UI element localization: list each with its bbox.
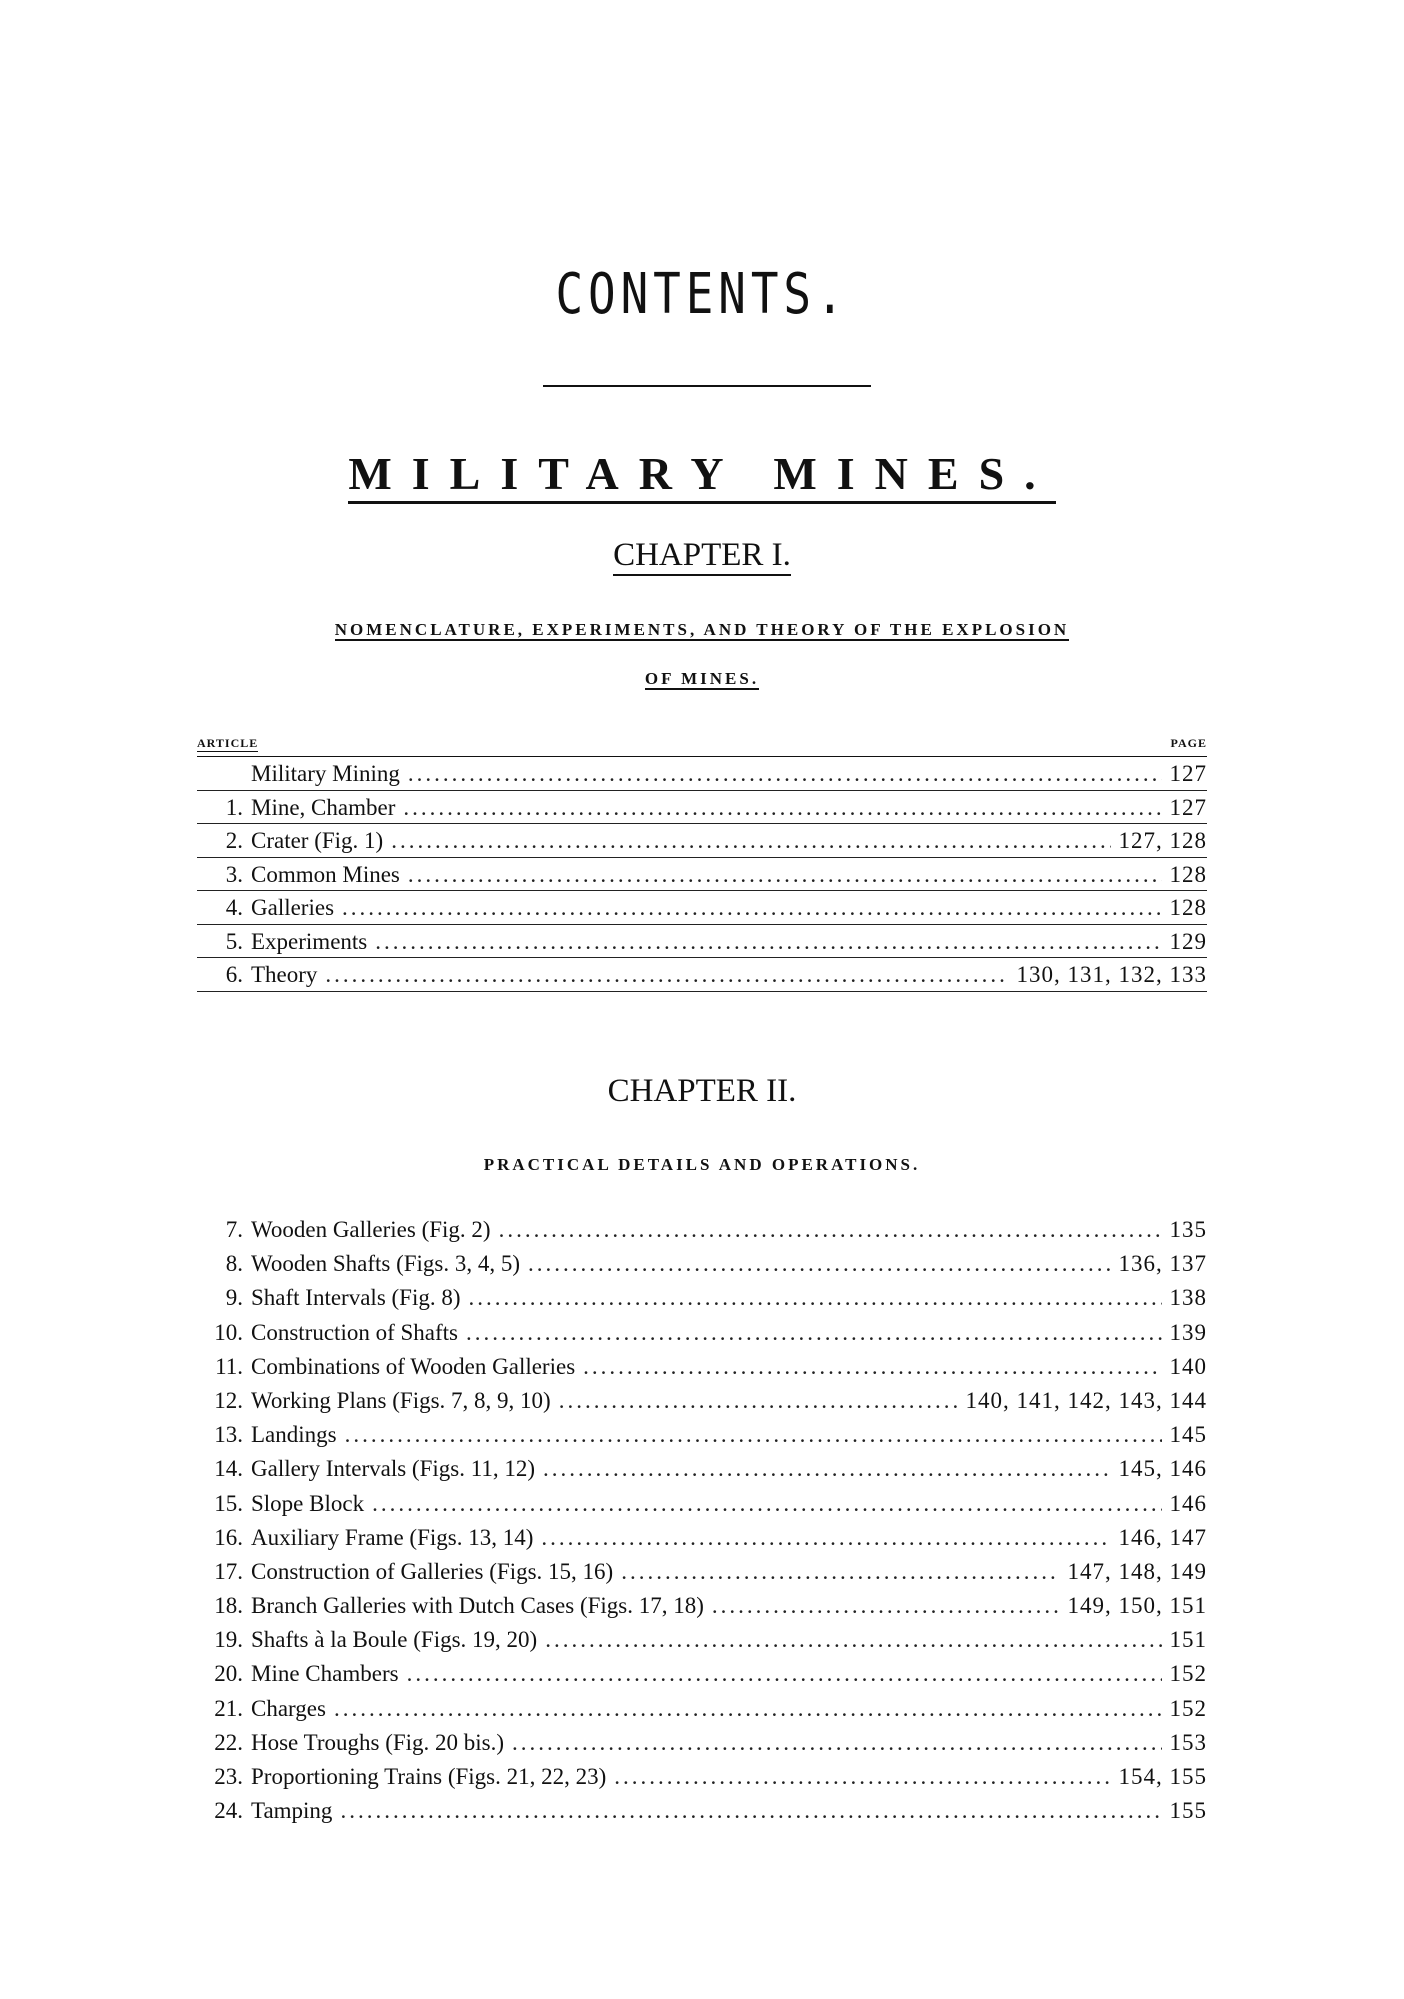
toc-entry[interactable] bbox=[197, 1726, 1207, 1760]
toc-entry[interactable] bbox=[197, 1692, 1207, 1726]
toc-entry-title: Slope Block bbox=[251, 1490, 365, 1516]
toc-entry-pages: 145 bbox=[1169, 1422, 1207, 1448]
toc-entry-number: 1. bbox=[225, 794, 243, 820]
toc-entry-title: Working Plans (Figs. 7, 8, 9, 10) bbox=[251, 1387, 551, 1413]
toc-entry-number: 19. bbox=[214, 1627, 243, 1653]
toc-entry-number: 8. bbox=[225, 1251, 243, 1277]
toc-entry[interactable] bbox=[197, 1247, 1207, 1281]
toc-entry-title: Crater (Fig. 1) bbox=[251, 828, 384, 853]
chapter-2-subtitle: PRACTICAL DETAILS AND OPERATIONS. bbox=[483, 1155, 921, 1174]
toc-entry-number: 17. bbox=[214, 1558, 243, 1584]
toc-entry[interactable] bbox=[197, 824, 1207, 858]
toc-entry-number: 7. bbox=[225, 1217, 243, 1242]
toc-entry-title: Theory bbox=[251, 962, 318, 987]
chapter-1-heading bbox=[0, 537, 1404, 574]
page-title: CONTENTS. bbox=[555, 262, 849, 327]
chapter-1-subtitle-line-1 bbox=[0, 620, 1404, 640]
toc-entry-number: 11. bbox=[215, 1353, 243, 1379]
toc-leader-dots bbox=[375, 925, 1161, 959]
toc-entry-pages: 152 bbox=[1169, 1661, 1207, 1687]
toc-leader-dots bbox=[621, 1555, 1059, 1589]
toc-entry-pages: 145, 146 bbox=[1118, 1456, 1207, 1482]
toc-entry-pages: 155 bbox=[1169, 1798, 1207, 1824]
toc-entry-title: Branch Galleries with Dutch Cases (Figs. 17, 18) bbox=[251, 1593, 704, 1619]
book-title-text: MILITARY MINES. bbox=[348, 448, 1055, 504]
toc-entry[interactable] bbox=[197, 1589, 1207, 1623]
toc-leader-dots bbox=[403, 791, 1161, 825]
toc-entry-title: Landings bbox=[251, 1422, 337, 1448]
toc-entry-pages: 138 bbox=[1169, 1285, 1207, 1311]
toc-entry-title: Wooden Shafts (Figs. 3, 4, 5) bbox=[251, 1251, 521, 1277]
title-divider bbox=[543, 385, 871, 387]
toc-entry-title: Auxiliary Frame (Figs. 13, 14) bbox=[251, 1524, 534, 1550]
toc-entry-pages: 153 bbox=[1169, 1729, 1207, 1755]
toc-entry-number: 5. bbox=[225, 928, 243, 954]
toc-entry[interactable] bbox=[197, 1555, 1207, 1589]
toc-entry-number: 22. bbox=[214, 1729, 243, 1755]
toc-entry[interactable] bbox=[197, 1418, 1207, 1452]
toc-entry[interactable] bbox=[197, 1213, 1207, 1247]
toc-entry-number: 14. bbox=[214, 1456, 243, 1482]
toc-entry-pages: 146, 147 bbox=[1118, 1524, 1207, 1550]
toc-entry-title: Galleries bbox=[251, 895, 335, 920]
toc-leader-dots bbox=[407, 1657, 1162, 1691]
toc-entry-title: Common Mines bbox=[251, 861, 400, 887]
toc-leader-dots bbox=[408, 858, 1162, 892]
article-column-label: ARTICLE bbox=[197, 736, 259, 750]
toc-leader-dots bbox=[614, 1760, 1110, 1794]
toc-entry-title: Military Mining bbox=[251, 761, 400, 786]
toc-leader-dots bbox=[543, 1452, 1110, 1486]
toc-leader-dots bbox=[469, 1281, 1162, 1315]
toc-entry-title: Experiments bbox=[251, 928, 368, 954]
toc-leader-dots bbox=[528, 1247, 1110, 1281]
chapter-1-subtitle-line-2 bbox=[0, 669, 1404, 689]
toc-entry-pages: 140, 141, 142, 143, 144 bbox=[965, 1387, 1207, 1413]
toc-entry-pages: 127, 128 bbox=[1118, 828, 1207, 853]
toc-entry[interactable] bbox=[197, 791, 1207, 825]
toc-entry[interactable] bbox=[197, 891, 1207, 925]
toc-entry-number: 2. bbox=[225, 828, 243, 853]
toc-leader-dots bbox=[340, 1794, 1161, 1828]
toc-entry-title: Construction of Shafts bbox=[251, 1319, 458, 1345]
toc-entry-number: 18. bbox=[214, 1593, 243, 1619]
toc-entry[interactable] bbox=[197, 958, 1207, 992]
chapter-2-toc bbox=[197, 1213, 1207, 1828]
toc-entry-title: Tamping bbox=[251, 1798, 333, 1824]
toc-entry[interactable] bbox=[197, 1350, 1207, 1384]
toc-entry[interactable] bbox=[197, 1452, 1207, 1486]
toc-leader-dots bbox=[408, 757, 1162, 791]
toc-entry[interactable] bbox=[197, 1487, 1207, 1521]
toc-leader-dots bbox=[325, 958, 1008, 992]
toc-leader-dots bbox=[559, 1384, 958, 1418]
chapter-1-subtitle-line-2-text: OF MINES. bbox=[644, 669, 760, 688]
chapter-1-heading-text: CHAPTER I. bbox=[613, 537, 791, 576]
toc-entry-number: 20. bbox=[214, 1661, 243, 1687]
toc-entry-number: 16. bbox=[214, 1524, 243, 1550]
toc-entry-title: Wooden Galleries (Fig. 2) bbox=[251, 1217, 491, 1242]
toc-entry[interactable] bbox=[197, 757, 1207, 791]
page-column-label: PAGE bbox=[1170, 736, 1207, 750]
toc-entry[interactable] bbox=[197, 1760, 1207, 1794]
toc-entry[interactable] bbox=[197, 1794, 1207, 1828]
toc-entry-number: 23. bbox=[214, 1764, 243, 1789]
book-title bbox=[0, 447, 1404, 500]
toc-entry-pages: 152 bbox=[1169, 1695, 1207, 1721]
chapter-2-heading: CHAPTER II. bbox=[607, 1073, 797, 1109]
chapter-1-subtitle-line-1-text: NOMENCLATURE, EXPERIMENTS, AND THEORY OF THE EXPLOSION bbox=[334, 620, 1070, 639]
toc-entry-pages: 140 bbox=[1169, 1353, 1207, 1379]
toc-leader-dots bbox=[372, 1487, 1161, 1521]
toc-entry-pages: 127 bbox=[1169, 761, 1207, 786]
toc-leader-dots bbox=[712, 1589, 1060, 1623]
toc-entry[interactable] bbox=[197, 1521, 1207, 1555]
toc-entry-number: 3. bbox=[225, 861, 243, 887]
toc-entry-number: 13. bbox=[214, 1422, 243, 1448]
toc-entry[interactable] bbox=[197, 858, 1207, 892]
toc-entry[interactable] bbox=[197, 1316, 1207, 1350]
toc-entry[interactable] bbox=[197, 1281, 1207, 1315]
toc-leader-dots bbox=[391, 824, 1110, 858]
toc-entry-number: 9. bbox=[225, 1285, 243, 1311]
toc-leader-dots bbox=[545, 1623, 1161, 1657]
toc-entry-pages: 154, 155 bbox=[1118, 1764, 1207, 1789]
toc-entry-pages: 128 bbox=[1169, 895, 1207, 920]
toc-entry[interactable] bbox=[197, 1657, 1207, 1691]
toc-entry-pages: 128 bbox=[1169, 861, 1207, 887]
toc-entry-number: 15. bbox=[214, 1490, 243, 1516]
toc-entry-pages: 147, 148, 149 bbox=[1067, 1558, 1207, 1584]
toc-entry-number: 6. bbox=[225, 962, 243, 987]
toc-leader-dots bbox=[499, 1213, 1162, 1247]
toc-entry-title: Shafts à la Boule (Figs. 19, 20) bbox=[251, 1627, 538, 1653]
toc-entry-number: 12. bbox=[214, 1387, 243, 1413]
toc-entry-title: Construction of Galleries (Figs. 15, 16) bbox=[251, 1558, 614, 1584]
toc-leader-dots bbox=[512, 1726, 1161, 1760]
toc-entry-title: Combinations of Wooden Galleries bbox=[251, 1353, 576, 1379]
toc-leader-dots bbox=[342, 891, 1161, 925]
toc-entry-pages: 130, 131, 132, 133 bbox=[1016, 962, 1207, 987]
toc-leader-dots bbox=[345, 1418, 1162, 1452]
toc-entry-number: 10. bbox=[214, 1319, 243, 1345]
toc-entry-number: 24. bbox=[214, 1798, 243, 1824]
toc-entry-number: 4. bbox=[225, 895, 243, 920]
toc-entry-number: 21. bbox=[214, 1695, 243, 1721]
toc-column-labels bbox=[197, 734, 1207, 757]
toc-leader-dots bbox=[466, 1316, 1162, 1350]
toc-entry-title: Mine Chambers bbox=[251, 1661, 399, 1687]
toc-entry-pages: 127 bbox=[1169, 794, 1207, 820]
chapter-1-toc bbox=[197, 757, 1207, 992]
toc-entry-title: Charges bbox=[251, 1695, 326, 1721]
toc-entry-pages: 129 bbox=[1169, 928, 1207, 954]
toc-entry-pages: 151 bbox=[1169, 1627, 1207, 1653]
toc-entry-title: Mine, Chamber bbox=[251, 794, 396, 820]
toc-entry[interactable] bbox=[197, 1384, 1207, 1418]
toc-entry-title: Hose Troughs (Fig. 20 bis.) bbox=[251, 1729, 505, 1755]
toc-entry-pages: 135 bbox=[1169, 1217, 1207, 1242]
toc-entry-pages: 149, 150, 151 bbox=[1067, 1593, 1207, 1619]
toc-entry-pages: 139 bbox=[1169, 1319, 1207, 1345]
toc-entry-title: Shaft Intervals (Fig. 8) bbox=[251, 1285, 461, 1311]
toc-entry-pages: 146 bbox=[1169, 1490, 1207, 1516]
toc-entry-title: Proportioning Trains (Figs. 21, 22, 23) bbox=[251, 1764, 607, 1789]
toc-entry-pages: 136, 137 bbox=[1118, 1251, 1207, 1277]
toc-entry[interactable] bbox=[197, 925, 1207, 959]
toc-entry-title: Gallery Intervals (Figs. 11, 12) bbox=[251, 1456, 536, 1482]
toc-leader-dots bbox=[334, 1692, 1162, 1726]
toc-leader-dots bbox=[583, 1350, 1161, 1384]
toc-entry[interactable] bbox=[197, 1623, 1207, 1657]
toc-leader-dots bbox=[541, 1521, 1110, 1555]
